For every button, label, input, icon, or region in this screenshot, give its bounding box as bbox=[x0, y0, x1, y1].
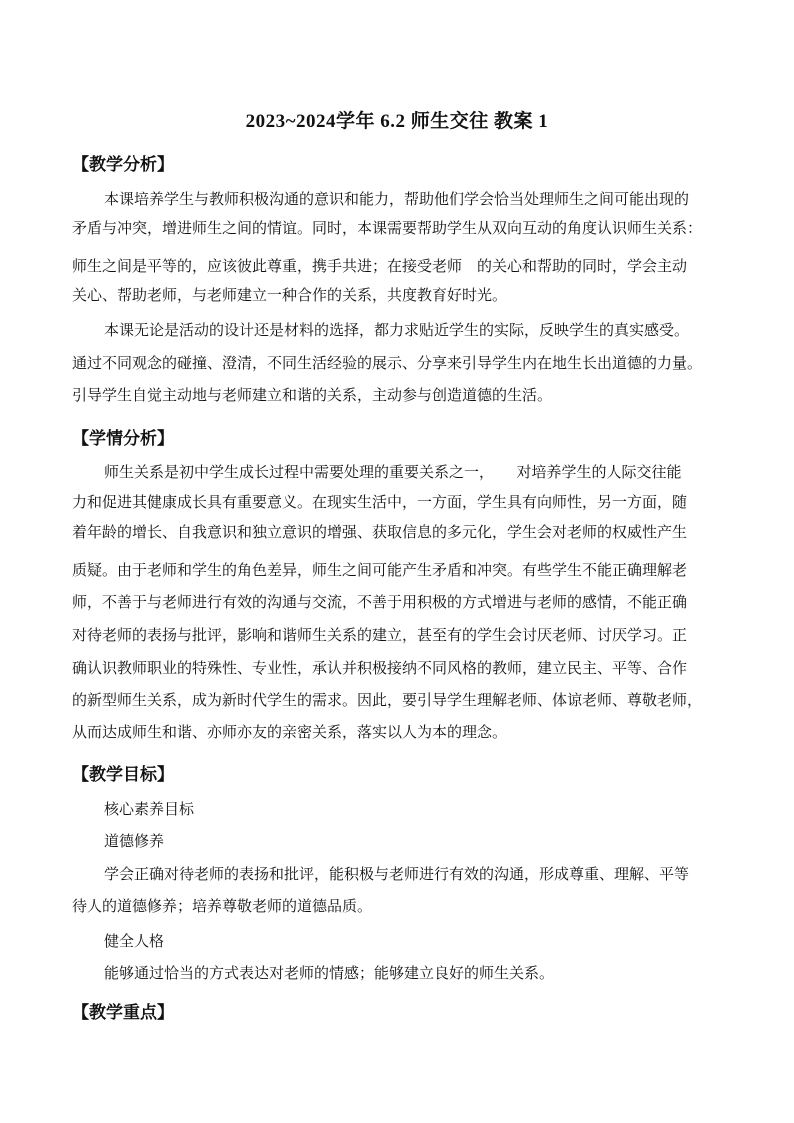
section-heading-keypoints: 【教学重点】 bbox=[72, 1003, 174, 1023]
paragraph-line: 学会正确对待老师的表扬和批评，能积极与老师进行有效的沟通，形成尊重、理解、平等 bbox=[104, 865, 690, 883]
paragraph-line: 本课培养学生与教师积极沟通的意识和能力，帮助他们学会恰当处理师生之间可能出现的 bbox=[104, 190, 690, 208]
paragraph-line: 矛盾与冲突，增进师生之间的情谊。同时，本课需要帮助学生从双向互动的角度认识师生关系： bbox=[72, 219, 703, 237]
paragraph-line: 着年龄的增长、自我意识和独立意识的增强、获取信息的多元化，学生会对老师的权威性产生 bbox=[72, 523, 688, 541]
paragraph-line: 道德修养 bbox=[104, 832, 165, 850]
paragraph-line: 师生之间是平等的，应该彼此尊重，携手共进；在接受老师 的关心和帮助的同时，学会主动 bbox=[72, 257, 688, 275]
paragraph-line: 确认识教师职业的特殊性、专业性，承认并积极接纳不同风格的教师，建立民主、平等、合作 bbox=[72, 659, 688, 677]
paragraph-line: 健全人格 bbox=[104, 932, 165, 950]
document-title: 2023~2024学年 6.2 师生交往 教案 1 bbox=[245, 111, 549, 132]
paragraph-line: 核心素养目标 bbox=[104, 800, 195, 818]
section-heading-analysis: 【教学分析】 bbox=[72, 155, 174, 175]
paragraph-line: 对待老师的表扬与批评，影响和谐师生关系的建立，甚至有的学生会讨厌老师、讨厌学习。正 bbox=[72, 626, 688, 644]
paragraph-line: 从而达成师生和谐、亦师亦友的亲密关系，落实以人为本的理念。 bbox=[72, 723, 508, 741]
paragraph-line: 质疑。由于老师和学生的角色差异，师生之间可能产生矛盾和冲突。有些学生不能正确理解老 bbox=[72, 561, 688, 579]
paragraph-line: 关心、帮助老师，与老师建立一种合作的关系，共度教育好时光。 bbox=[72, 286, 508, 304]
paragraph-line: 引导学生自觉主动地与老师建立和谐的关系，主动参与创造道德的生活。 bbox=[72, 386, 553, 404]
paragraph-line: 能够通过恰当的方式表达对老师的情感；能够建立良好的师生关系。 bbox=[104, 964, 555, 982]
paragraph-line: 师，不善于与老师进行有效的沟通与交流，不善于用积极的方式增进与老师的感情，不能正确 bbox=[72, 593, 688, 611]
paragraph-line: 力和促进其健康成长具有重要意义。在现实生活中，一方面，学生具有向师性，另一方面，随 bbox=[72, 493, 688, 511]
paragraph-line: 待人的道德修养；培养尊敬老师的道德品质。 bbox=[72, 897, 373, 915]
paragraph-line: 的新型师生关系，成为新时代学生的需求。因此，要引导学生理解老师、体谅老师、尊敬老师， bbox=[72, 691, 703, 709]
paragraph-line: 师生关系是初中学生成长过程中需要处理的重要关系之一， 对培养学生的人际交往能 bbox=[104, 463, 682, 481]
section-heading-goals: 【教学目标】 bbox=[72, 765, 174, 785]
section-heading-learners: 【学情分析】 bbox=[72, 429, 174, 449]
paragraph-line: 通过不同观念的碰撞、澄清，不同生活经验的展示、分享来引导学生内在地生长出道德的力量。 bbox=[72, 354, 703, 372]
paragraph-line: 本课无论是活动的设计还是材料的选择，都力求贴近学生的实际，反映学生的真实感受。 bbox=[104, 321, 690, 339]
